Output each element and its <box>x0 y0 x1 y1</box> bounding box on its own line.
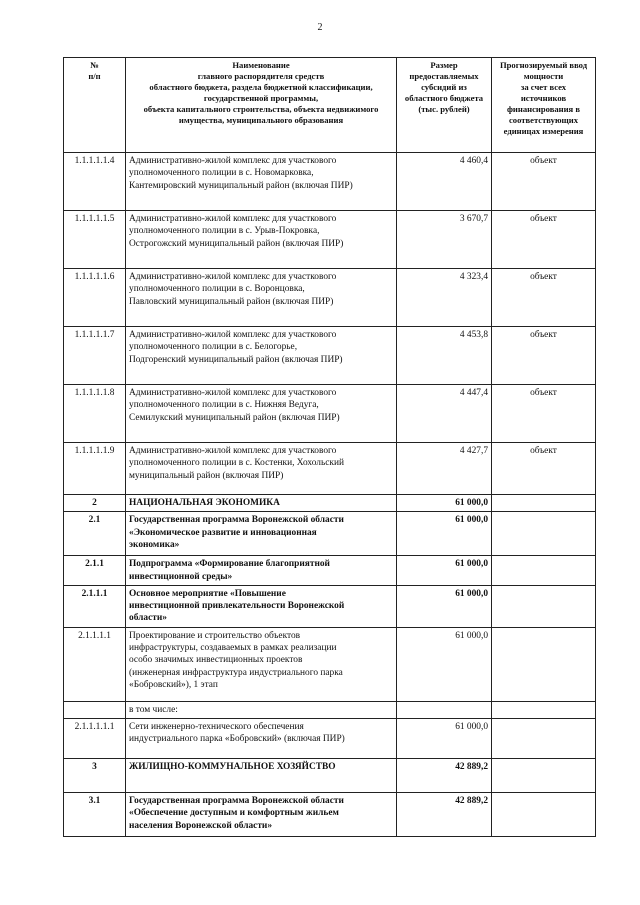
row-name: Административно-жилой комплекс для участкового уполномоченного полиции в с. Воронцовка, Павловский муниципальный район (включая ПИР) <box>126 269 397 327</box>
row-name: в том числе: <box>126 701 397 718</box>
row-name: Сети инженерно-технического обеспечения индустриального парка «Бобровский» (включая ПИР) <box>126 719 397 759</box>
row-amount: 4 460,4 <box>397 153 492 211</box>
row-name: НАЦИОНАЛЬНАЯ ЭКОНОМИКА <box>126 495 397 512</box>
row-amount: 42 889,2 <box>397 759 492 793</box>
table-row <box>64 793 596 837</box>
row-number: 2.1.1 <box>64 556 126 586</box>
row-number: 1.1.1.1.1.4 <box>64 153 126 211</box>
table-row <box>64 512 596 556</box>
row-number: 2.1 <box>64 512 126 556</box>
row-amount: 61 000,0 <box>397 556 492 586</box>
row-unit <box>492 512 596 556</box>
header-amount: Размер предоставляемых субсидий из областного бюджета (тыс. рублей) <box>397 58 492 153</box>
row-unit: объект <box>492 269 596 327</box>
table-row <box>64 153 596 211</box>
row-number: 2.1.1.1 <box>64 585 126 627</box>
table-row <box>64 701 596 718</box>
header-name: Наименование главного распорядителя средств областного бюджета, раздела бюджетной классификации, государственной программы, объекта капитального строительства, объекта недвижимого имущества, муниципального образования <box>126 58 397 153</box>
header-row <box>64 58 596 153</box>
row-unit <box>492 701 596 718</box>
row-unit <box>492 627 596 701</box>
row-name: Административно-жилой комплекс для участкового уполномоченного полиции в с. Костенки, Хохольский муниципальный район (включая ПИР) <box>126 443 397 495</box>
row-amount: 4 323,4 <box>397 269 492 327</box>
table-row <box>64 627 596 701</box>
table-row <box>64 443 596 495</box>
budget-table <box>63 57 596 837</box>
row-number: 2.1.1.1.1.1 <box>64 719 126 759</box>
row-amount: 61 000,0 <box>397 495 492 512</box>
table-row <box>64 495 596 512</box>
row-amount: 61 000,0 <box>397 512 492 556</box>
row-name: Административно-жилой комплекс для участкового уполномоченного полиции в с. Нижняя Ведуга, Семилукский муниципальный район (включая ПИР) <box>126 385 397 443</box>
row-number: 3.1 <box>64 793 126 837</box>
row-amount: 61 000,0 <box>397 585 492 627</box>
row-amount: 61 000,0 <box>397 719 492 759</box>
row-unit <box>492 793 596 837</box>
row-unit <box>492 719 596 759</box>
row-name: Административно-жилой комплекс для участкового уполномоченного полиции в с. Урыв-Покровка, Острогожский муниципальный район (включая ПИР) <box>126 211 397 269</box>
row-amount: 4 427,7 <box>397 443 492 495</box>
row-name: Подпрограмма «Формирование благоприятной инвестиционной среды» <box>126 556 397 586</box>
header-num: № п/п <box>64 58 126 153</box>
row-number: 2 <box>64 495 126 512</box>
row-number: 1.1.1.1.1.9 <box>64 443 126 495</box>
table-row <box>64 327 596 385</box>
row-unit <box>492 495 596 512</box>
header-capacity: Прогнозируемый ввод мощности за счет всех источников финансирования в соответствующих единицах измерения <box>492 58 596 153</box>
row-number: 2.1.1.1.1 <box>64 627 126 701</box>
row-unit: объект <box>492 443 596 495</box>
row-number <box>64 701 126 718</box>
row-unit: объект <box>492 211 596 269</box>
row-name: Государственная программа Воронежской области «Обеспечение доступным и комфортным жильем населения Воронежской области» <box>126 793 397 837</box>
row-name: Основное мероприятие «Повышение инвестиционной привлекательности Воронежской области» <box>126 585 397 627</box>
row-amount: 3 670,7 <box>397 211 492 269</box>
row-number: 3 <box>64 759 126 793</box>
row-number: 1.1.1.1.1.6 <box>64 269 126 327</box>
row-number: 1.1.1.1.1.5 <box>64 211 126 269</box>
table-row <box>64 211 596 269</box>
row-unit: объект <box>492 327 596 385</box>
row-amount: 42 889,2 <box>397 793 492 837</box>
page-number: 2 <box>317 22 323 33</box>
row-unit: объект <box>492 153 596 211</box>
table-row <box>64 719 596 759</box>
row-amount <box>397 701 492 718</box>
table-row <box>64 269 596 327</box>
row-unit: объект <box>492 385 596 443</box>
row-amount: 4 453,8 <box>397 327 492 385</box>
row-name: Административно-жилой комплекс для участкового уполномоченного полиции в с. Новомарковка, Кантемировский муниципальный район (включая ПИР) <box>126 153 397 211</box>
row-unit <box>492 759 596 793</box>
table-row <box>64 585 596 627</box>
row-name: Проектирование и строительство объектов инфраструктуры, создаваемых в рамках реализации особо значимых инвестиционных проектов (инженерная инфраструктура индустриального парка «Бобровский»), 1 этап <box>126 627 397 701</box>
row-name: Государственная программа Воронежской области «Экономическое развитие и инновационная экономика» <box>126 512 397 556</box>
row-unit <box>492 585 596 627</box>
row-amount: 61 000,0 <box>397 627 492 701</box>
row-name: ЖИЛИЩНО-КОММУНАЛЬНОЕ ХОЗЯЙСТВО <box>126 759 397 793</box>
row-name: Административно-жилой комплекс для участкового уполномоченного полиции в с. Белогорье, Подгоренский муниципальный район (включая ПИР) <box>126 327 397 385</box>
table-row <box>64 556 596 586</box>
row-number: 1.1.1.1.1.8 <box>64 385 126 443</box>
row-unit <box>492 556 596 586</box>
row-amount: 4 447,4 <box>397 385 492 443</box>
row-number: 1.1.1.1.1.7 <box>64 327 126 385</box>
table-row <box>64 759 596 793</box>
table-row <box>64 385 596 443</box>
